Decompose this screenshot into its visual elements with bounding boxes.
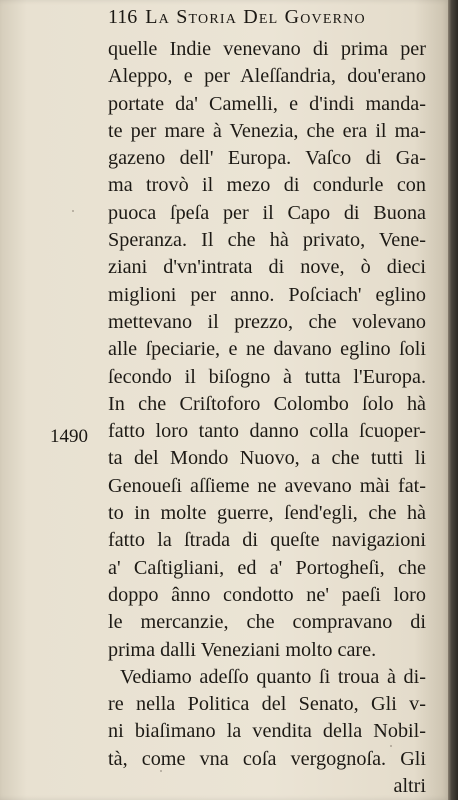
text-line: te per mare à Venezia, che era il ma- bbox=[108, 119, 426, 142]
text-line: ziani d'vn'intrata di nove, ò dieci bbox=[108, 256, 426, 279]
text-line: portate da' Camelli, e d'indi manda- bbox=[108, 92, 426, 115]
page-edge-shadow bbox=[448, 0, 458, 800]
text-line: mettevano il prezzo, che volevano bbox=[108, 310, 426, 333]
text-line: a' Caſtigliani, ed a' Portogheſi, che bbox=[108, 556, 426, 579]
text-line: alle ſpeciarie, e ne davano eglino ſoli bbox=[108, 338, 426, 361]
text-line: Genoueſi aſſieme ne avevano mài fat- bbox=[108, 474, 426, 497]
text-line: ta del Mondo Nuovo, a che tutti li bbox=[108, 447, 426, 470]
text-line: Aleppo, e per Aleſſandria, dou'erano bbox=[108, 65, 426, 88]
text-line: to in molte guerre, ſend'egli, che hà bbox=[108, 502, 426, 525]
text-line: puoca ſpeſa per il Capo di Buona bbox=[108, 201, 426, 224]
text-line: ni biaſimano la vendita della Nobil- bbox=[108, 720, 426, 743]
text-line: prima dalli Veneziani molto care. bbox=[108, 638, 377, 661]
text-line: fatto la ſtrada di queſte navigazioni bbox=[108, 529, 426, 552]
paper-speck bbox=[160, 770, 162, 772]
text-line: In che Criſtoforo Colombo ſolo hà bbox=[108, 392, 426, 415]
text-line: miglioni per anno. Poſciach' eglino bbox=[108, 283, 426, 306]
catchword: altri bbox=[393, 775, 426, 798]
page-header bbox=[108, 6, 438, 36]
page-number: 116 bbox=[108, 6, 138, 28]
text-line: ma trovò il mezo di condurle con bbox=[108, 174, 426, 197]
text-line: gazeno dell' Europa. Vaſco di Ga- bbox=[108, 147, 426, 170]
text-line: re nella Politica del Senato, Gli v- bbox=[108, 693, 426, 716]
text-line: Speranza. Il che hà privato, Vene- bbox=[108, 229, 426, 252]
text-line: fatto loro tanto danno colla ſcuoper- bbox=[108, 420, 426, 443]
text-line: le mercanzie, che compravano di bbox=[108, 611, 426, 634]
text-line: tà, come vna coſa vergognoſa. Gli bbox=[108, 747, 426, 770]
paper-speck bbox=[390, 745, 392, 747]
margin-year-note: 1490 bbox=[50, 426, 88, 447]
text-line: quelle Indie venevano di prima per bbox=[108, 38, 426, 60]
text-line: ſecondo il biſogno à tutta l'Europa. bbox=[108, 365, 426, 388]
text-line: doppo ânno condotto ne' paeſi loro bbox=[108, 583, 426, 606]
body-text bbox=[108, 36, 426, 800]
paper-speck bbox=[72, 210, 74, 212]
running-title: La Storia Del Governo bbox=[145, 6, 366, 28]
paragraph-start-line: Vediamo adeſſo quanto ſi troua à di- bbox=[120, 665, 426, 688]
